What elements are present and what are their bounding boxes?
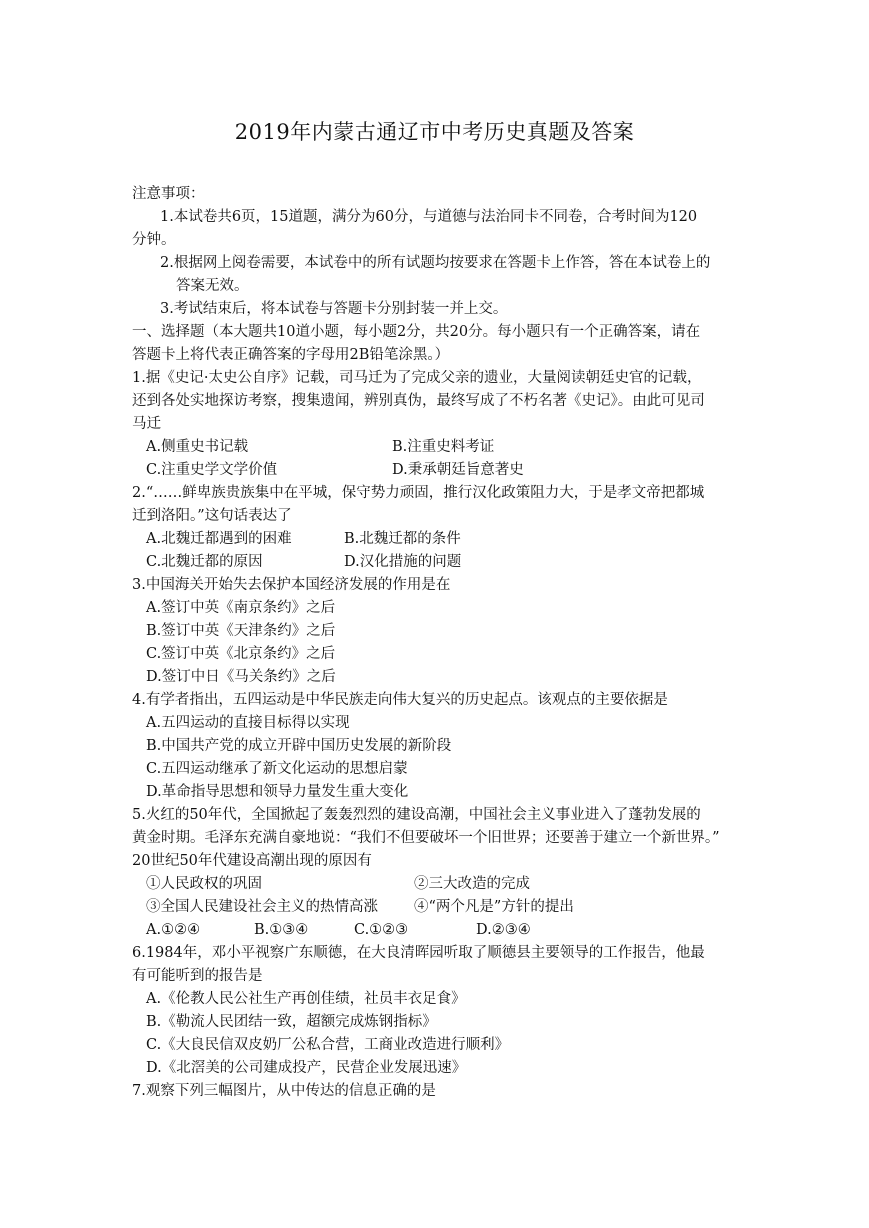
page-title: 2019年内蒙古通辽市中考历史真题及答案	[234, 120, 635, 144]
q5-statement-4: ④“两个凡是”方针的提出	[414, 899, 574, 915]
notice-item-1-cont: 分钟。	[132, 232, 176, 248]
q2-option-d: D.汉化措施的问题	[344, 554, 462, 570]
q4-option-a: A.五四运动的直接目标得以实现	[146, 715, 350, 731]
q1-option-a: A.侧重史书记载	[146, 439, 249, 455]
section-heading-cont: 答题卡上将代表正确答案的字母用2B铅笔涂黑。）	[132, 347, 450, 363]
q1-option-d: D.秉承朝廷旨意著史	[392, 462, 524, 478]
q4-option-b: B.中国共产党的成立开辟中国历史发展的新阶段	[146, 738, 452, 754]
notice-item-2-cont: 答案无效。	[176, 278, 249, 294]
q3-stem: 3.中国海关开始失去保护本国经济发展的作用是在	[132, 577, 451, 593]
q5-stem-2: 黄金时期。毛泽东充满自豪地说：“我们不但要破坏一个旧世界；还要善于建立一个新世界。”	[132, 830, 720, 846]
q3-option-b: B.签订中英《天津条约》之后	[146, 623, 336, 639]
q5-option-d: D.②③④	[476, 922, 531, 938]
q5-option-b: B.①③④	[254, 922, 309, 938]
q5-option-a: A.①②④	[146, 922, 201, 938]
q1-stem-3: 马迁	[132, 416, 161, 432]
q4-stem: 4.有学者指出，五四运动是中华民族走向伟大复兴的历史起点。该观点的主要依据是	[132, 692, 668, 708]
notice-heading: 注意事项：	[132, 186, 205, 202]
q1-stem: 1.据《史记·太史公自序》记载，司马迁为了完成父亲的遗业，大量阅读朝廷史官的记载，	[132, 370, 702, 386]
notice-item-3: 3.考试结束后，将本试卷与答题卡分别封装一并上交。	[160, 301, 508, 317]
q5-option-c: C.①②③	[354, 922, 409, 938]
q6-stem-2: 有可能听到的报告是	[132, 968, 263, 984]
q4-option-c: C.五四运动继承了新文化运动的思想启蒙	[146, 761, 408, 777]
q5-statement-1: ①人民政权的巩固	[146, 876, 262, 892]
q5-statement-3: ③全国人民建设社会主义的热情高涨	[146, 899, 378, 915]
q5-stem: 5.火红的50年代，全国掀起了轰轰烈烈的建设高潮，中国社会主义事业进入了蓬勃发展的	[132, 807, 701, 823]
q2-option-b: B.北魏迁都的条件	[344, 531, 461, 547]
notice-item-1: 1.本试卷共6页，15道题，满分为60分，与道德与法治同卡不同卷，合考时间为120	[160, 209, 698, 225]
q3-option-a: A.签订中英《南京条约》之后	[146, 600, 336, 616]
section-heading: 一、选择题（本大题共10道小题，每小题2分，共20分。每小题只有一个正确答案，请在	[132, 324, 701, 340]
q3-option-c: C.签订中英《北京条约》之后	[146, 646, 336, 662]
q2-stem: 2.“……鲜卑族贵族集中在平城，保守势力顽固，推行汉化政策阻力大，于是孝文帝把都城	[132, 485, 705, 501]
q2-option-a: A.北魏迁都遇到的困难	[146, 531, 292, 547]
q6-option-c: C.《大良民信双皮奶厂公私合营，工商业改造进行顺利》	[146, 1037, 510, 1053]
q2-stem-2: 迁到洛阳。”这句话表达了	[132, 508, 292, 524]
notice-item-2: 2.根据网上阅卷需要，本试卷中的所有试题均按要求在答题卡上作答，答在本试卷上的	[160, 255, 711, 271]
q5-stem-3: 20世纪50年代建设高潮出现的原因有	[132, 853, 372, 869]
q4-option-d: D.革命指导思想和领导力量发生重大变化	[146, 784, 409, 800]
q5-statement-2: ②三大改造的完成	[414, 876, 530, 892]
q1-option-c: C.注重史学文学价值	[146, 462, 278, 478]
q6-option-b: B.《勒流人民团结一致，超额完成炼钢指标》	[146, 1014, 437, 1030]
q7-stem: 7.观察下列三幅图片，从中传达的信息正确的是	[132, 1083, 436, 1099]
q6-option-a: A.《伦教人民公社生产再创佳绩，社员丰衣足食》	[146, 991, 466, 1007]
q1-stem-2: 还到各处实地探访考察，搜集遗闻，辨别真伪，最终写成了不朽名著《史记》。由此可见司	[132, 393, 705, 409]
q3-option-d: D.签订中日《马关条约》之后	[146, 669, 336, 685]
q2-option-c: C.北魏迁都的原因	[146, 554, 263, 570]
q6-option-d: D.《北滘美的公司建成投产，民营企业发展迅速》	[146, 1060, 467, 1076]
q1-option-b: B.注重史料考证	[392, 439, 495, 455]
q6-stem: 6.1984年，邓小平视察广东顺德，在大良清晖园听取了顺德县主要领导的工作报告，他最	[132, 945, 705, 961]
